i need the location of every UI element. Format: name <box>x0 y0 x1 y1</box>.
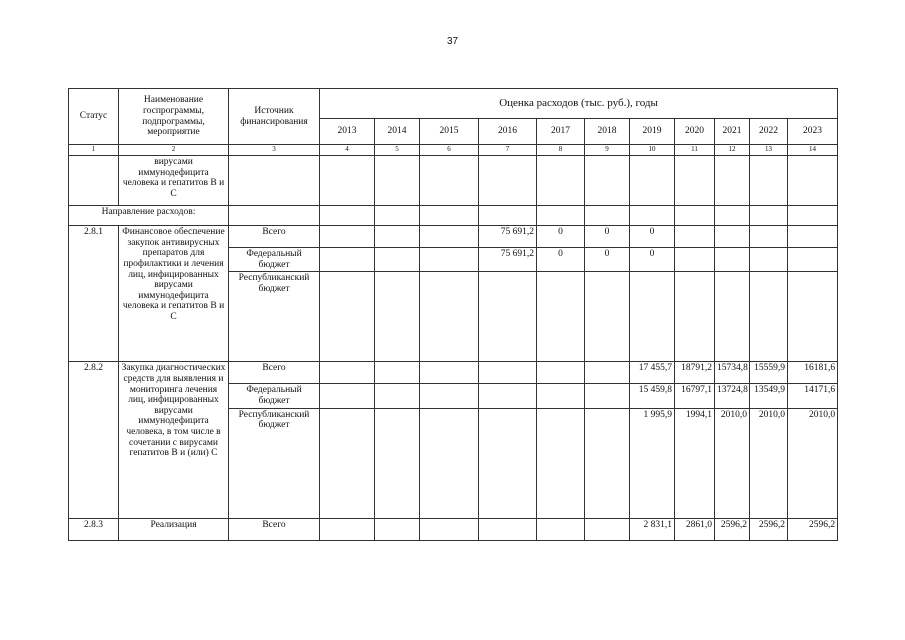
value-cell <box>320 226 375 248</box>
item-status: 2.8.2 <box>69 362 119 518</box>
header-source: Источник финансирования <box>229 89 320 145</box>
value-cell: 2010,0 <box>750 408 788 518</box>
value-cell: 14171,6 <box>788 384 838 408</box>
source-label: Федеральный бюджет <box>229 248 320 272</box>
column-number: 10 <box>630 145 675 156</box>
value-cell: 17 455,7 <box>630 362 675 384</box>
year-header: 2019 <box>630 119 675 145</box>
value-cell: 16797,1 <box>675 384 715 408</box>
year-header: 2018 <box>585 119 630 145</box>
source-label: Республиканский бюджет <box>229 408 320 518</box>
item-status: 2.8.3 <box>69 518 119 540</box>
value-cell <box>320 248 375 272</box>
value-cell: 13724,8 <box>715 384 750 408</box>
column-number: 5 <box>375 145 420 156</box>
value-cell: 15 459,8 <box>630 384 675 408</box>
column-number: 1 <box>69 145 119 156</box>
year-header: 2020 <box>675 119 715 145</box>
value-cell: 2861,0 <box>675 518 715 540</box>
value-cell: 75 691,2 <box>479 226 537 248</box>
value-cell: 1994,1 <box>675 408 715 518</box>
value-cell <box>750 226 788 248</box>
value-cell: 2010,0 <box>715 408 750 518</box>
header-status: Статус <box>69 89 119 145</box>
value-cell: 18791,2 <box>675 362 715 384</box>
direction-label: Направление расходов: <box>69 206 229 226</box>
year-header: 2015 <box>420 119 479 145</box>
value-cell: 0 <box>585 226 630 248</box>
value-cell: 15734,8 <box>715 362 750 384</box>
item-name: Финансовое обеспечение закупок антивирусных препаратов для профилактики и лечения лиц, инфицированных вирусами иммунодефицита человека и гепатитов В и С <box>119 226 229 362</box>
column-number-row <box>69 145 838 156</box>
column-number: 6 <box>420 145 479 156</box>
source-label: Всего <box>229 518 320 540</box>
value-cell: 15559,9 <box>750 362 788 384</box>
value-cell: 0 <box>630 248 675 272</box>
year-header: 2017 <box>537 119 585 145</box>
column-number: 3 <box>229 145 320 156</box>
column-number: 2 <box>119 145 229 156</box>
item-2-8-2-total-row <box>69 362 838 384</box>
source-label: Республиканский бюджет <box>229 272 320 362</box>
value-cell: 2010,0 <box>788 408 838 518</box>
header-name: Наименование госпрограммы, подпрограммы, мероприятие <box>119 89 229 145</box>
value-cell <box>420 226 479 248</box>
value-cell <box>375 248 420 272</box>
source-label: Всего <box>229 362 320 384</box>
column-number: 9 <box>585 145 630 156</box>
value-cell: 2596,2 <box>715 518 750 540</box>
value-cell <box>675 248 715 272</box>
value-cell: 2596,2 <box>750 518 788 540</box>
value-cell <box>715 226 750 248</box>
continuation-row <box>69 156 838 206</box>
value-cell: 0 <box>630 226 675 248</box>
value-cell: 2 831,1 <box>630 518 675 540</box>
column-number: 4 <box>320 145 375 156</box>
value-cell <box>420 248 479 272</box>
expense-table <box>68 88 838 541</box>
item-name: Реализация <box>119 518 229 540</box>
value-cell: 16181,6 <box>788 362 838 384</box>
column-number: 11 <box>675 145 715 156</box>
value-cell: 0 <box>537 248 585 272</box>
value-cell: 2596,2 <box>788 518 838 540</box>
item-2-8-1-total-row <box>69 226 838 248</box>
header-estimate: Оценка расходов (тыс. руб.), годы <box>320 89 838 119</box>
column-number: 13 <box>750 145 788 156</box>
year-header: 2013 <box>320 119 375 145</box>
value-cell <box>675 226 715 248</box>
column-number: 7 <box>479 145 537 156</box>
item-name: Закупка диагностических средств для выявления и мониторинга лечения лиц, инфицированных вирусами иммунодефицита человека, в том числе в сочетании с вирусами гепатитов В и (или) С <box>119 362 229 518</box>
header-row <box>69 89 838 119</box>
column-number: 12 <box>715 145 750 156</box>
continuation-name: вирусами иммунодефицита человека и гепатитов В и С <box>119 156 229 206</box>
value-cell <box>788 248 838 272</box>
column-number: 8 <box>537 145 585 156</box>
page-number: 37 <box>446 36 459 47</box>
value-cell: 13549,9 <box>750 384 788 408</box>
source-label: Всего <box>229 226 320 248</box>
value-cell <box>375 226 420 248</box>
year-header: 2021 <box>715 119 750 145</box>
value-cell: 1 995,9 <box>630 408 675 518</box>
item-status: 2.8.1 <box>69 226 119 362</box>
value-cell <box>788 226 838 248</box>
direction-row <box>69 206 838 226</box>
value-cell: 0 <box>585 248 630 272</box>
column-number: 14 <box>788 145 838 156</box>
year-header: 2014 <box>375 119 420 145</box>
value-cell <box>715 248 750 272</box>
year-header: 2016 <box>479 119 537 145</box>
value-cell <box>750 248 788 272</box>
source-label: Федеральный бюджет <box>229 384 320 408</box>
value-cell: 75 691,2 <box>479 248 537 272</box>
value-cell: 0 <box>537 226 585 248</box>
item-2-8-3-total-row <box>69 518 838 540</box>
year-header: 2023 <box>788 119 838 145</box>
year-header: 2022 <box>750 119 788 145</box>
